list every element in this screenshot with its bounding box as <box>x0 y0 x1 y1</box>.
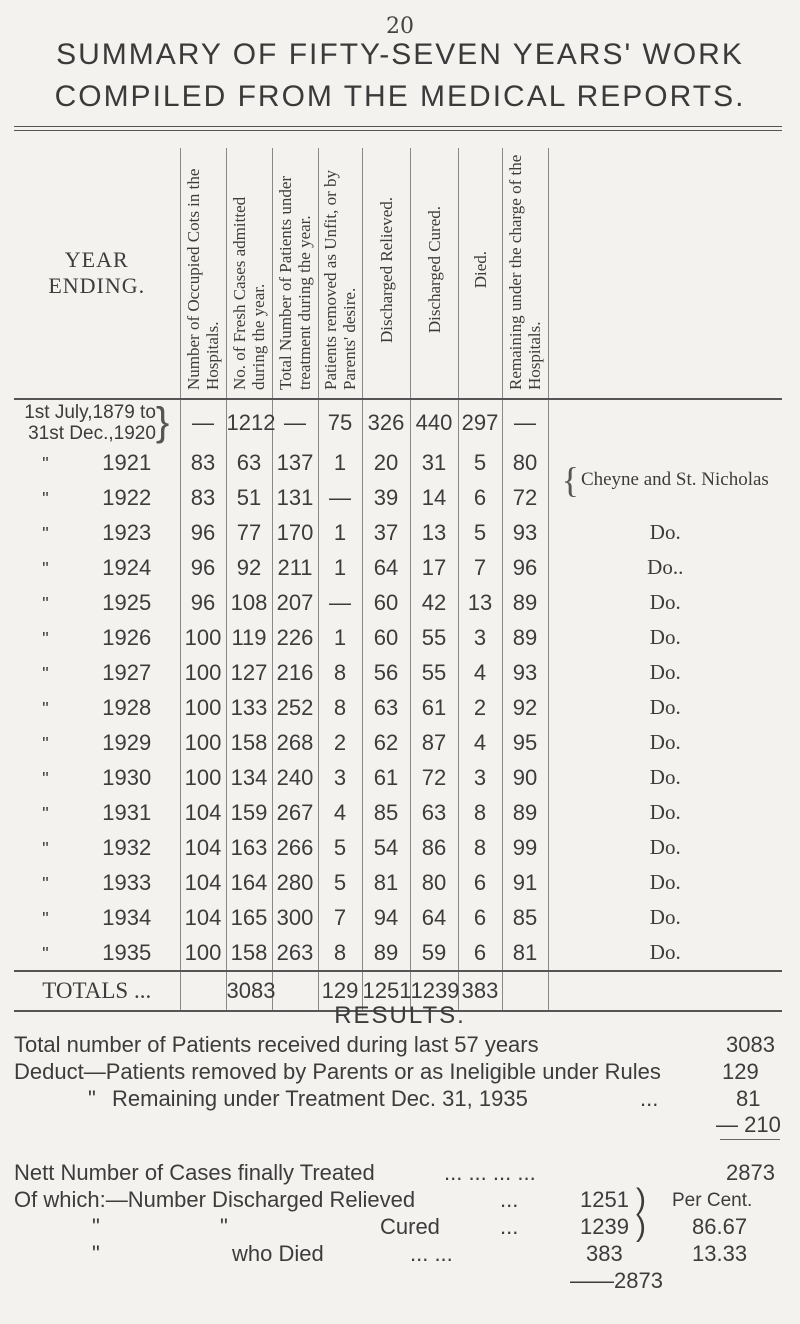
results-cured-ditto-1: " <box>92 1214 100 1239</box>
year-cell <box>14 690 180 725</box>
ditto-mark: " <box>42 488 49 509</box>
results-subtotal-rule <box>720 1139 780 1140</box>
results-remaining-value: 81 <box>736 1086 761 1111</box>
fresh-cell: 134 <box>226 760 272 795</box>
relieved-cell: 81 <box>362 865 410 900</box>
year-cell <box>14 830 180 865</box>
total-cell: 207 <box>272 585 318 620</box>
cured-cell: 17 <box>410 550 458 585</box>
results-cured-ditto-2: " <box>220 1214 228 1239</box>
table-row <box>14 865 782 900</box>
year-label: 1930 <box>102 764 152 790</box>
year-cell <box>14 865 180 900</box>
fresh-cell: 158 <box>226 935 272 971</box>
table-row <box>14 655 782 690</box>
ditto-mark: " <box>42 838 49 859</box>
died-cell: 6 <box>458 865 502 900</box>
year-cell <box>14 480 180 515</box>
total-cell: 131 <box>272 480 318 515</box>
relieved-cell: 39 <box>362 480 410 515</box>
removed-cell: 75 <box>318 399 362 445</box>
total-cell: 137 <box>272 445 318 480</box>
table-row <box>14 690 782 725</box>
ditto-mark: " <box>42 768 49 789</box>
fresh-cell: 133 <box>226 690 272 725</box>
results-died-value: 383 <box>586 1241 623 1266</box>
cots-cell: 104 <box>180 900 226 935</box>
totals-cured: 1239 <box>410 971 458 1011</box>
header-cots: Number of Occupied Cots in the Hospitals. <box>180 148 226 399</box>
removed-cell: 5 <box>318 865 362 900</box>
remark-cell: Do.. <box>548 550 782 585</box>
remaining-cell: 92 <box>502 690 548 725</box>
remark-cell: Do. <box>548 830 782 865</box>
fresh-cell: 92 <box>226 550 272 585</box>
remark-cell: Do. <box>548 865 782 900</box>
died-cell: 3 <box>458 620 502 655</box>
year-label: 1931 <box>102 799 152 825</box>
header-relieved: Discharged Relieved. <box>362 148 410 399</box>
remaining-cell: 89 <box>502 585 548 620</box>
header-cured: Discharged Cured. <box>410 148 458 399</box>
cots-cell: — <box>180 399 226 445</box>
year-cell <box>14 550 180 585</box>
cots-cell: 96 <box>180 585 226 620</box>
died-cell: 6 <box>458 900 502 935</box>
remaining-cell: 80 <box>502 445 548 480</box>
header-year: YEAR ENDING. <box>14 148 180 399</box>
header-died: Died. <box>458 148 502 399</box>
results-title: RESULTS. <box>334 1002 466 1029</box>
results-of-which: Of which:—Number Discharged Relieved <box>14 1187 416 1212</box>
remark-cell: Do. <box>548 935 782 971</box>
removed-cell: — <box>318 585 362 620</box>
remark-cell: Do. <box>548 900 782 935</box>
year-label: 1928 <box>102 694 152 720</box>
table-row <box>14 585 782 620</box>
removed-cell: 1 <box>318 445 362 480</box>
year-cell <box>14 935 180 971</box>
total-cell: 252 <box>272 690 318 725</box>
relieved-cell: 89 <box>362 935 410 971</box>
remaining-cell: 85 <box>502 900 548 935</box>
year-label: 1935 <box>102 939 152 965</box>
remaining-cell: — <box>502 399 548 445</box>
fresh-cell: 1212 <box>226 399 272 445</box>
results-relieved-brace: ) <box>636 1183 646 1216</box>
cured-cell: 80 <box>410 865 458 900</box>
year-cell <box>14 725 180 760</box>
year-cell <box>14 655 180 690</box>
year-label: 1934 <box>102 904 152 930</box>
died-cell: 297 <box>458 399 502 445</box>
cots-cell: 100 <box>180 725 226 760</box>
year-label: 1925 <box>102 589 152 615</box>
died-cell: 6 <box>458 480 502 515</box>
ditto-mark: " <box>42 698 49 719</box>
page-number: 20 <box>386 14 414 39</box>
remaining-cell: 72 <box>502 480 548 515</box>
totals-fresh: 3083 <box>226 971 272 1011</box>
cured-cell: 55 <box>410 620 458 655</box>
title-line-2: COMPILED FROM THE MEDICAL REPORTS. <box>54 80 746 113</box>
year-label: 1929 <box>102 729 152 755</box>
fresh-cell: 158 <box>226 725 272 760</box>
results-cured-value: 1239 <box>580 1214 629 1239</box>
year-label: 1933 <box>102 869 152 895</box>
title-rule <box>14 126 782 127</box>
results-deduct-value: 129 <box>722 1059 759 1084</box>
removed-cell: 8 <box>318 655 362 690</box>
remark-cell: Do. <box>548 655 782 690</box>
remark-cell: Do. <box>548 690 782 725</box>
removed-cell: 1 <box>318 620 362 655</box>
year-label: 1923 <box>102 519 152 545</box>
cots-cell: 100 <box>180 935 226 971</box>
total-cell: — <box>272 399 318 445</box>
results-cured-dots: ... <box>500 1214 519 1239</box>
fresh-cell: 51 <box>226 480 272 515</box>
header-remarks <box>548 148 782 399</box>
year-label: 1932 <box>102 834 152 860</box>
ditto-mark: " <box>42 453 49 474</box>
cots-cell: 104 <box>180 830 226 865</box>
removed-cell: — <box>318 480 362 515</box>
results-remaining-dots: ... <box>640 1086 659 1111</box>
results-relieved-value: 1251 <box>580 1187 629 1212</box>
results-cured-brace: ) <box>636 1210 646 1243</box>
cured-cell: 63 <box>410 795 458 830</box>
cured-cell: 13 <box>410 515 458 550</box>
results-died-ditto: " <box>92 1241 100 1266</box>
remark-cell <box>548 399 782 445</box>
results-nett-dots: ... ... ... ... <box>444 1160 536 1185</box>
year-cell <box>14 515 180 550</box>
year-cell <box>14 445 180 480</box>
year-label: 1922 <box>102 484 152 510</box>
year-label: 1924 <box>102 554 152 580</box>
total-cell: 266 <box>272 830 318 865</box>
header-total: Total Number of Patients under treatment during the year. <box>272 148 318 399</box>
ditto-mark: " <box>42 803 49 824</box>
total-cell: 226 <box>272 620 318 655</box>
cots-cell: 96 <box>180 515 226 550</box>
year-label: 1921 <box>102 449 152 475</box>
table-row <box>14 830 782 865</box>
total-cell: 263 <box>272 935 318 971</box>
died-cell: 2 <box>458 690 502 725</box>
fresh-cell: 159 <box>226 795 272 830</box>
year-cell <box>14 585 180 620</box>
died-cell: 7 <box>458 550 502 585</box>
fresh-cell: 163 <box>226 830 272 865</box>
removed-cell: 1 <box>318 515 362 550</box>
cots-cell: 83 <box>180 445 226 480</box>
results-remaining: Remaining under Treatment Dec. 31, 1935 <box>112 1086 528 1111</box>
results-subtotal: — 210 <box>716 1112 781 1137</box>
table-row <box>14 935 782 971</box>
cots-cell: 100 <box>180 690 226 725</box>
relieved-cell: 61 <box>362 760 410 795</box>
died-cell: 4 <box>458 725 502 760</box>
totals-died: 383 <box>458 971 502 1011</box>
fresh-cell: 164 <box>226 865 272 900</box>
year-cell <box>14 795 180 830</box>
relieved-cell: 54 <box>362 830 410 865</box>
removed-cell: 8 <box>318 690 362 725</box>
remark-cell: Do. <box>548 795 782 830</box>
total-cell: 267 <box>272 795 318 830</box>
ditto-mark: " <box>42 628 49 649</box>
header-fresh: No. of Fresh Cases admitted during the year. <box>226 148 272 399</box>
table-row <box>14 795 782 830</box>
totals-label: TOTALS ... <box>14 971 180 1011</box>
remaining-cell: 81 <box>502 935 548 971</box>
year-cell: 1st July,1879 to 31st Dec.,1920} <box>24 400 170 444</box>
header-removed: Patients removed as Unfit, or by Parents' desire. <box>318 148 362 399</box>
died-cell: 3 <box>458 760 502 795</box>
removed-cell: 2 <box>318 725 362 760</box>
results-per-cent-label: Per Cent. <box>672 1190 753 1211</box>
relieved-cell: 94 <box>362 900 410 935</box>
died-cell: 8 <box>458 830 502 865</box>
results-cured: Cured <box>380 1214 440 1239</box>
total-cell: 216 <box>272 655 318 690</box>
year-cell <box>14 760 180 795</box>
remark-cell: Do. <box>548 760 782 795</box>
table-row <box>14 760 782 795</box>
cured-cell: 86 <box>410 830 458 865</box>
fresh-cell: 108 <box>226 585 272 620</box>
total-cell: 211 <box>272 550 318 585</box>
remaining-cell: 89 <box>502 795 548 830</box>
year-label: 1927 <box>102 659 152 685</box>
remark-cell: Do. <box>548 515 782 550</box>
results-died-pct: 13.33 <box>692 1241 748 1266</box>
removed-cell: 1 <box>318 550 362 585</box>
table-row <box>14 620 782 655</box>
remaining-cell: 93 <box>502 515 548 550</box>
ditto-mark: " <box>42 908 49 929</box>
died-cell: 13 <box>458 585 502 620</box>
results-total-received: Total number of Patients received during last 57 years <box>14 1032 539 1057</box>
total-cell: 300 <box>272 900 318 935</box>
title-rule-2 <box>14 130 782 131</box>
results-died: who Died <box>232 1241 324 1266</box>
removed-cell: 7 <box>318 900 362 935</box>
relieved-cell: 60 <box>362 585 410 620</box>
year-label: 1926 <box>102 624 152 650</box>
remark-cell: Do. <box>548 725 782 760</box>
died-cell: 6 <box>458 935 502 971</box>
died-cell: 5 <box>458 445 502 480</box>
fresh-cell: 127 <box>226 655 272 690</box>
total-cell: 280 <box>272 865 318 900</box>
died-cell: 4 <box>458 655 502 690</box>
cots-cell: 100 <box>180 760 226 795</box>
cots-cell: 100 <box>180 655 226 690</box>
table-row <box>14 550 782 585</box>
title-line-1: SUMMARY OF FIFTY-SEVEN YEARS' WORK <box>56 38 744 71</box>
remaining-cell: 91 <box>502 865 548 900</box>
cots-cell: 96 <box>180 550 226 585</box>
cured-cell: 59 <box>410 935 458 971</box>
cured-cell: 31 <box>410 445 458 480</box>
results-final-total: ——2873 <box>570 1268 663 1293</box>
year-cell <box>14 620 180 655</box>
results-died-dots: ... ... <box>410 1241 453 1266</box>
results-nett: Nett Number of Cases finally Treated <box>14 1160 375 1185</box>
results-ditto: " <box>88 1086 96 1111</box>
fresh-cell: 119 <box>226 620 272 655</box>
results-relieved-dots: ... <box>500 1187 519 1212</box>
results-cured-pct: 86.67 <box>692 1214 748 1239</box>
header-remaining: Remaining under the charge of the Hospitals. <box>502 148 548 399</box>
cured-cell: 87 <box>410 725 458 760</box>
relieved-cell: 60 <box>362 620 410 655</box>
fresh-cell: 63 <box>226 445 272 480</box>
relieved-cell: 37 <box>362 515 410 550</box>
table-row <box>14 445 782 480</box>
remaining-cell: 96 <box>502 550 548 585</box>
cots-cell: 104 <box>180 865 226 900</box>
cots-cell: 83 <box>180 480 226 515</box>
fresh-cell: 77 <box>226 515 272 550</box>
table-row <box>14 725 782 760</box>
totals-removed: 129 <box>318 971 362 1011</box>
total-cell: 170 <box>272 515 318 550</box>
ditto-mark: " <box>42 663 49 684</box>
relieved-cell: 326 <box>362 399 410 445</box>
summary-table <box>14 148 782 1012</box>
cots-cell: 104 <box>180 795 226 830</box>
cured-cell: 64 <box>410 900 458 935</box>
removed-cell: 5 <box>318 830 362 865</box>
died-cell: 5 <box>458 515 502 550</box>
remark-text: Cheyne and St. Nicholas <box>580 469 769 490</box>
remark-cell: Do. <box>548 585 782 620</box>
ditto-mark: " <box>42 523 49 544</box>
ditto-mark: " <box>42 943 49 964</box>
ditto-mark: " <box>42 558 49 579</box>
total-cell: 268 <box>272 725 318 760</box>
total-cell: 240 <box>272 760 318 795</box>
fresh-cell: 165 <box>226 900 272 935</box>
remark-cell: { Cheyne and St. Nicholas <box>548 445 782 515</box>
removed-cell: 3 <box>318 760 362 795</box>
remark-cell: Do. <box>548 620 782 655</box>
ditto-mark: " <box>42 593 49 614</box>
removed-cell: 8 <box>318 935 362 971</box>
cured-cell: 61 <box>410 690 458 725</box>
remaining-cell: 90 <box>502 760 548 795</box>
removed-cell: 4 <box>318 795 362 830</box>
relieved-cell: 63 <box>362 690 410 725</box>
remaining-cell: 95 <box>502 725 548 760</box>
relieved-cell: 64 <box>362 550 410 585</box>
results-deduct: Deduct—Patients removed by Parents or as Ineligible under Rules <box>14 1059 661 1084</box>
results-nett-value: 2873 <box>726 1160 775 1185</box>
results-total-received-value: 3083 <box>726 1032 775 1057</box>
cured-cell: 42 <box>410 585 458 620</box>
remaining-cell: 93 <box>502 655 548 690</box>
died-cell: 8 <box>458 795 502 830</box>
table-row-first-period <box>14 399 782 445</box>
year-cell <box>14 900 180 935</box>
ditto-mark: " <box>42 733 49 754</box>
cured-cell: 55 <box>410 655 458 690</box>
cured-cell: 440 <box>410 399 458 445</box>
remaining-cell: 89 <box>502 620 548 655</box>
cured-cell: 14 <box>410 480 458 515</box>
table-row <box>14 515 782 550</box>
totals-relieved: 1251 <box>362 971 410 1011</box>
cots-cell: 100 <box>180 620 226 655</box>
ditto-mark: " <box>42 873 49 894</box>
table-row <box>14 900 782 935</box>
remaining-cell: 99 <box>502 830 548 865</box>
cured-cell: 72 <box>410 760 458 795</box>
relieved-cell: 85 <box>362 795 410 830</box>
relieved-cell: 62 <box>362 725 410 760</box>
relieved-cell: 20 <box>362 445 410 480</box>
relieved-cell: 56 <box>362 655 410 690</box>
